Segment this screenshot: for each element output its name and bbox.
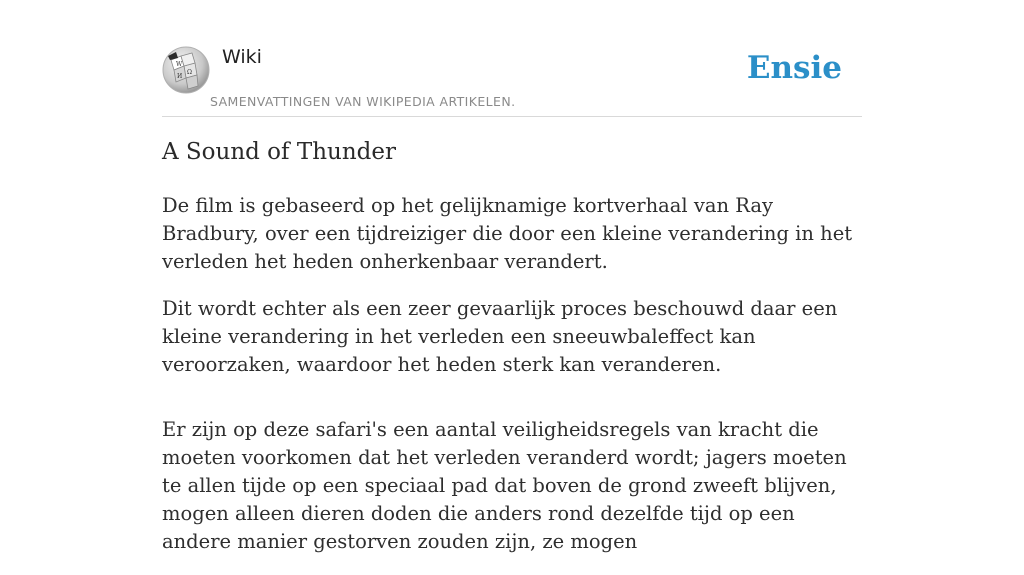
- article-paragraph: Er zijn op deze safari's een aantal veiligheidsregels van kracht die moeten voorkomen dat het verleden veranderd wordt; jagers moeten te allen tijde op een speciaal pad dat boven de grond zweeft blijven, mogen alleen dieren doden die anders rond dezelfde tijd op een andere manier gestorven zouden zijn, ze mogen: [162, 418, 847, 553]
- svg-text:Ω: Ω: [187, 69, 192, 76]
- article-body: [162, 192, 862, 575]
- site-header: [162, 40, 862, 117]
- wikipedia-globe-icon[interactable]: [162, 46, 210, 94]
- article-paragraph: Dit wordt echter als een zeer gevaarlijk proces beschouwd daar een kleine verandering in het verleden een sneeuwbaleffect kan veroorzaken, waardoor het heden sterk kan veranderen.: [162, 297, 838, 376]
- svg-text:W: W: [176, 61, 183, 68]
- site-name[interactable]: Wiki: [222, 46, 262, 68]
- svg-text:И: И: [177, 73, 183, 80]
- site-tagline: SAMENVATTINGEN VAN WIKIPEDIA ARTIKELEN.: [210, 94, 516, 109]
- article-title: A Sound of Thunder: [162, 139, 396, 165]
- brand-logo[interactable]: Ensie: [746, 50, 842, 86]
- article-paragraph: De film is gebaseerd op het gelijknamige kortverhaal van Ray Bradbury, over een tijdreiziger die door een kleine verandering in het verleden het heden onherkenbaar verandert.: [162, 194, 853, 273]
